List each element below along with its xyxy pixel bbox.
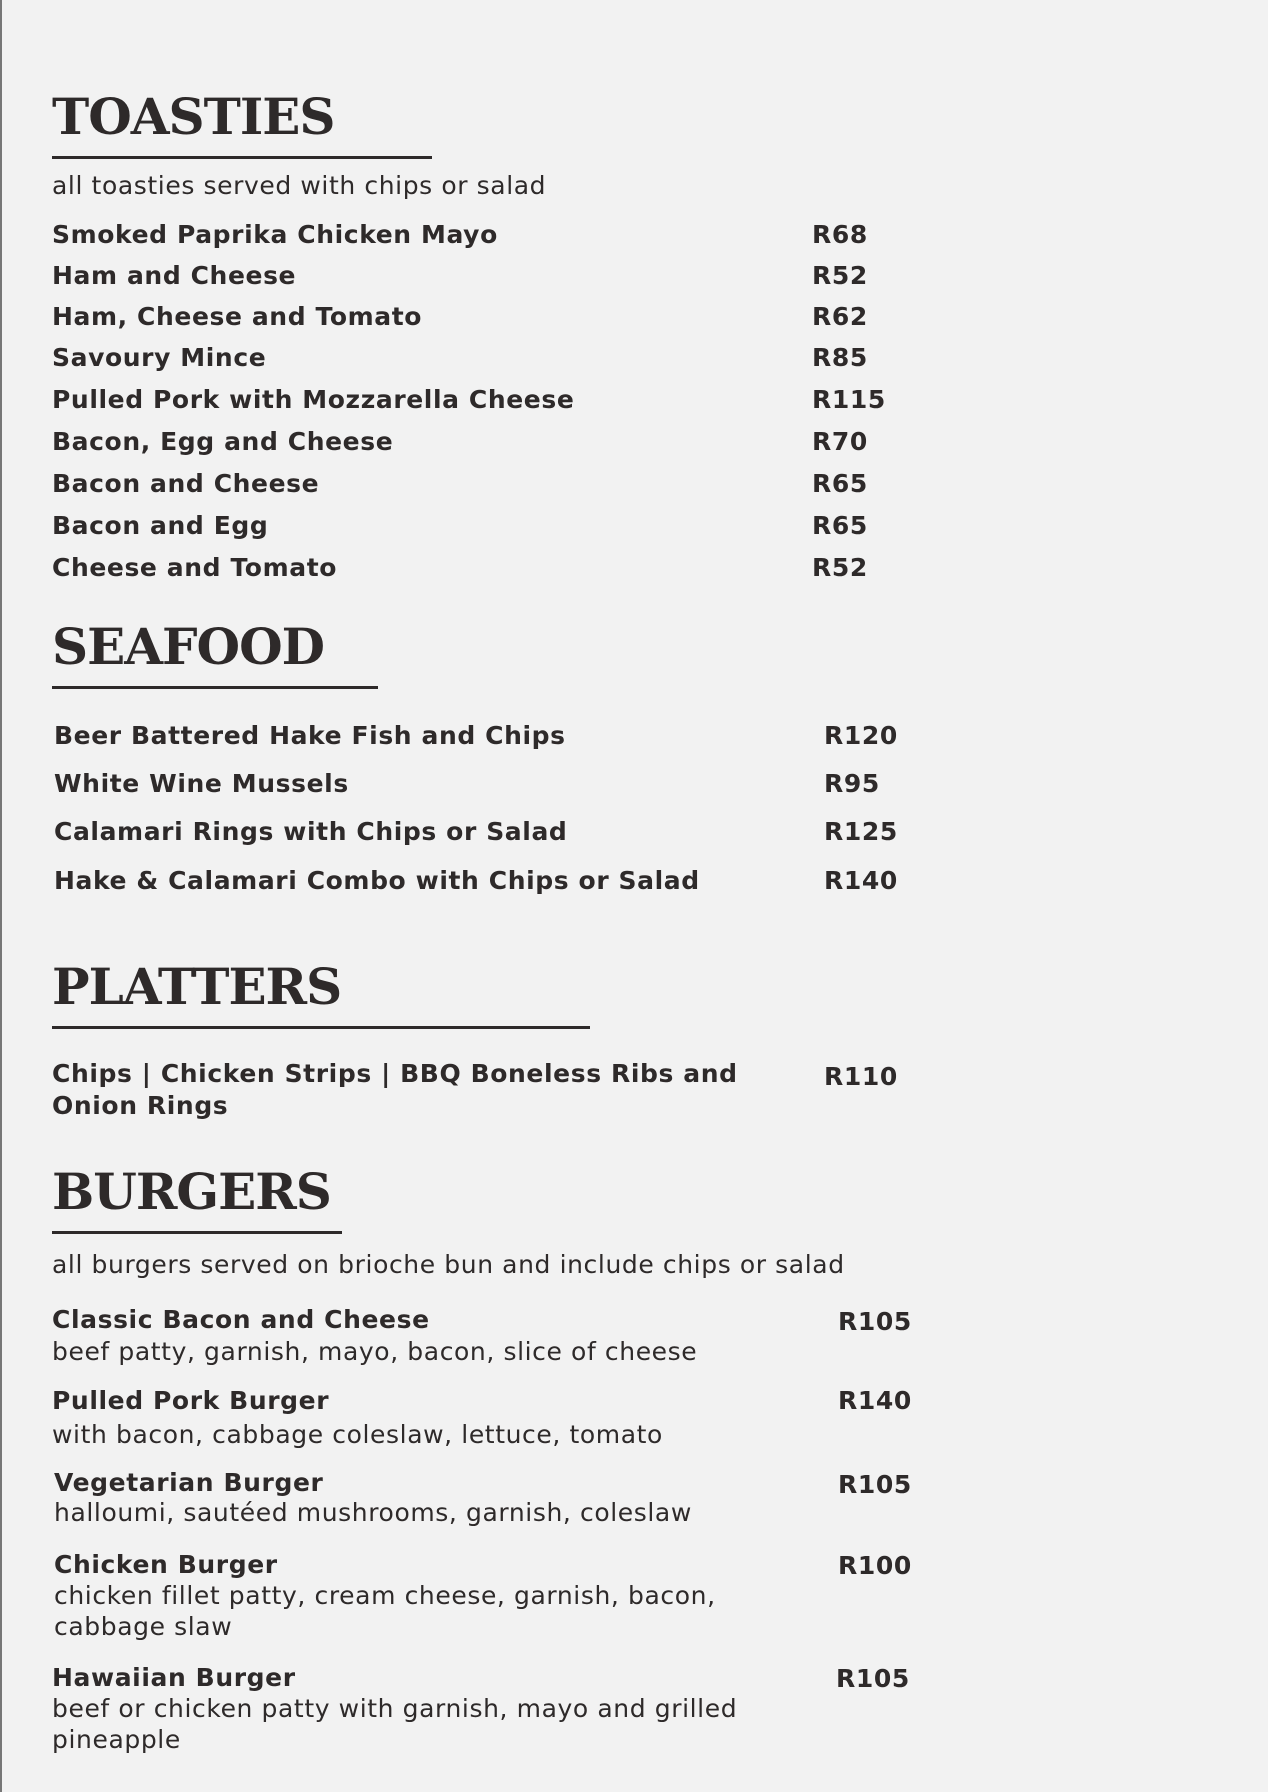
menu-item	[52, 1304, 952, 1368]
menu-item	[54, 721, 904, 750]
item-price: R115	[812, 385, 886, 414]
item-name: Hawaiian Burger	[52, 1663, 296, 1692]
item-name: Bacon and Cheese	[52, 469, 320, 498]
menu-item	[54, 1468, 954, 1528]
item-price: R110	[824, 1062, 898, 1091]
menu-item	[52, 385, 886, 414]
menu-item	[52, 220, 872, 249]
item-price: R105	[838, 1470, 912, 1499]
item-description: halloumi, sautéed mushrooms, garnish, coleslaw	[54, 1498, 692, 1527]
title-underline	[52, 1231, 342, 1234]
item-name: Smoked Paprika Chicken Mayo	[52, 220, 498, 249]
menu-item	[52, 261, 872, 290]
menu-item	[54, 1549, 954, 1642]
item-price: R68	[812, 220, 868, 249]
item-price: R140	[838, 1386, 912, 1415]
item-name: Hake & Calamari Combo with Chips or Salad	[54, 866, 700, 895]
item-price: R105	[836, 1664, 910, 1693]
item-name: White Wine Mussels	[54, 769, 349, 798]
item-price: R125	[824, 817, 898, 846]
item-price: R62	[812, 302, 868, 331]
menu-item	[52, 1058, 902, 1122]
item-name: Beer Battered Hake Fish and Chips	[54, 721, 566, 750]
item-price: R95	[824, 769, 880, 798]
item-price: R65	[812, 469, 868, 498]
item-name: Chicken Burger	[54, 1550, 278, 1579]
menu-item	[52, 1384, 952, 1452]
item-price: R85	[812, 343, 868, 372]
item-description-cont: pineapple	[52, 1725, 181, 1754]
item-price: R65	[812, 511, 868, 540]
item-price: R140	[824, 866, 898, 895]
item-price: R52	[812, 553, 868, 582]
item-description: beef patty, garnish, mayo, bacon, slice of cheese	[52, 1337, 698, 1366]
item-name: Classic Bacon and Cheese	[52, 1305, 430, 1334]
item-name: Pulled Pork with Mozzarella Cheese	[52, 385, 575, 414]
section-platters	[52, 957, 590, 1029]
item-price: R105	[838, 1307, 912, 1336]
item-price: R120	[824, 721, 898, 750]
section-seafood	[52, 617, 378, 689]
item-name: Vegetarian Burger	[54, 1468, 324, 1497]
item-name-line1: Chips | Chicken Strips | BBQ Boneless Ribs and	[52, 1059, 738, 1088]
section-note-burgers: all burgers served on brioche bun and include chips or salad	[52, 1250, 845, 1279]
item-name: Cheese and Tomato	[52, 553, 338, 582]
section-title-toasties: TOASTIES	[52, 87, 335, 146]
menu-item	[52, 553, 872, 582]
item-description: chicken fillet patty, cream cheese, garnish, bacon,	[54, 1581, 716, 1610]
item-description-cont: cabbage slaw	[54, 1612, 233, 1641]
menu-item	[54, 817, 904, 846]
section-title-burgers: BURGERS	[52, 1162, 331, 1221]
item-name: Ham, Cheese and Tomato	[52, 302, 423, 331]
menu-item	[52, 343, 872, 372]
title-underline	[52, 1026, 590, 1029]
item-name-line2: Onion Rings	[52, 1091, 229, 1120]
item-price: R70	[812, 427, 868, 456]
section-title-seafood: SEAFOOD	[52, 617, 324, 676]
item-name: Bacon, Egg and Cheese	[52, 427, 394, 456]
section-note-toasties: all toasties served with chips or salad	[52, 171, 547, 200]
section-toasties	[52, 87, 547, 200]
menu-item	[54, 769, 904, 798]
item-price: R52	[812, 261, 868, 290]
title-underline	[52, 156, 432, 159]
item-description: with bacon, cabbage coleslaw, lettuce, tomato	[52, 1420, 663, 1449]
title-underline	[52, 686, 378, 689]
menu-item	[52, 302, 872, 331]
section-title-platters: PLATTERS	[52, 957, 342, 1016]
menu-item	[52, 511, 872, 540]
section-burgers	[52, 1162, 845, 1279]
menu-item	[52, 1662, 952, 1755]
item-name: Ham and Cheese	[52, 261, 297, 290]
item-name: Pulled Pork Burger	[52, 1386, 330, 1415]
menu-item	[54, 866, 904, 895]
item-name: Savoury Mince	[52, 343, 267, 372]
item-price: R100	[838, 1551, 912, 1580]
item-name: Bacon and Egg	[52, 511, 269, 540]
item-description: beef or chicken patty with garnish, mayo and grilled	[52, 1694, 738, 1723]
menu-item	[52, 427, 872, 456]
item-name: Calamari Rings with Chips or Salad	[54, 817, 568, 846]
menu-item	[52, 469, 872, 498]
